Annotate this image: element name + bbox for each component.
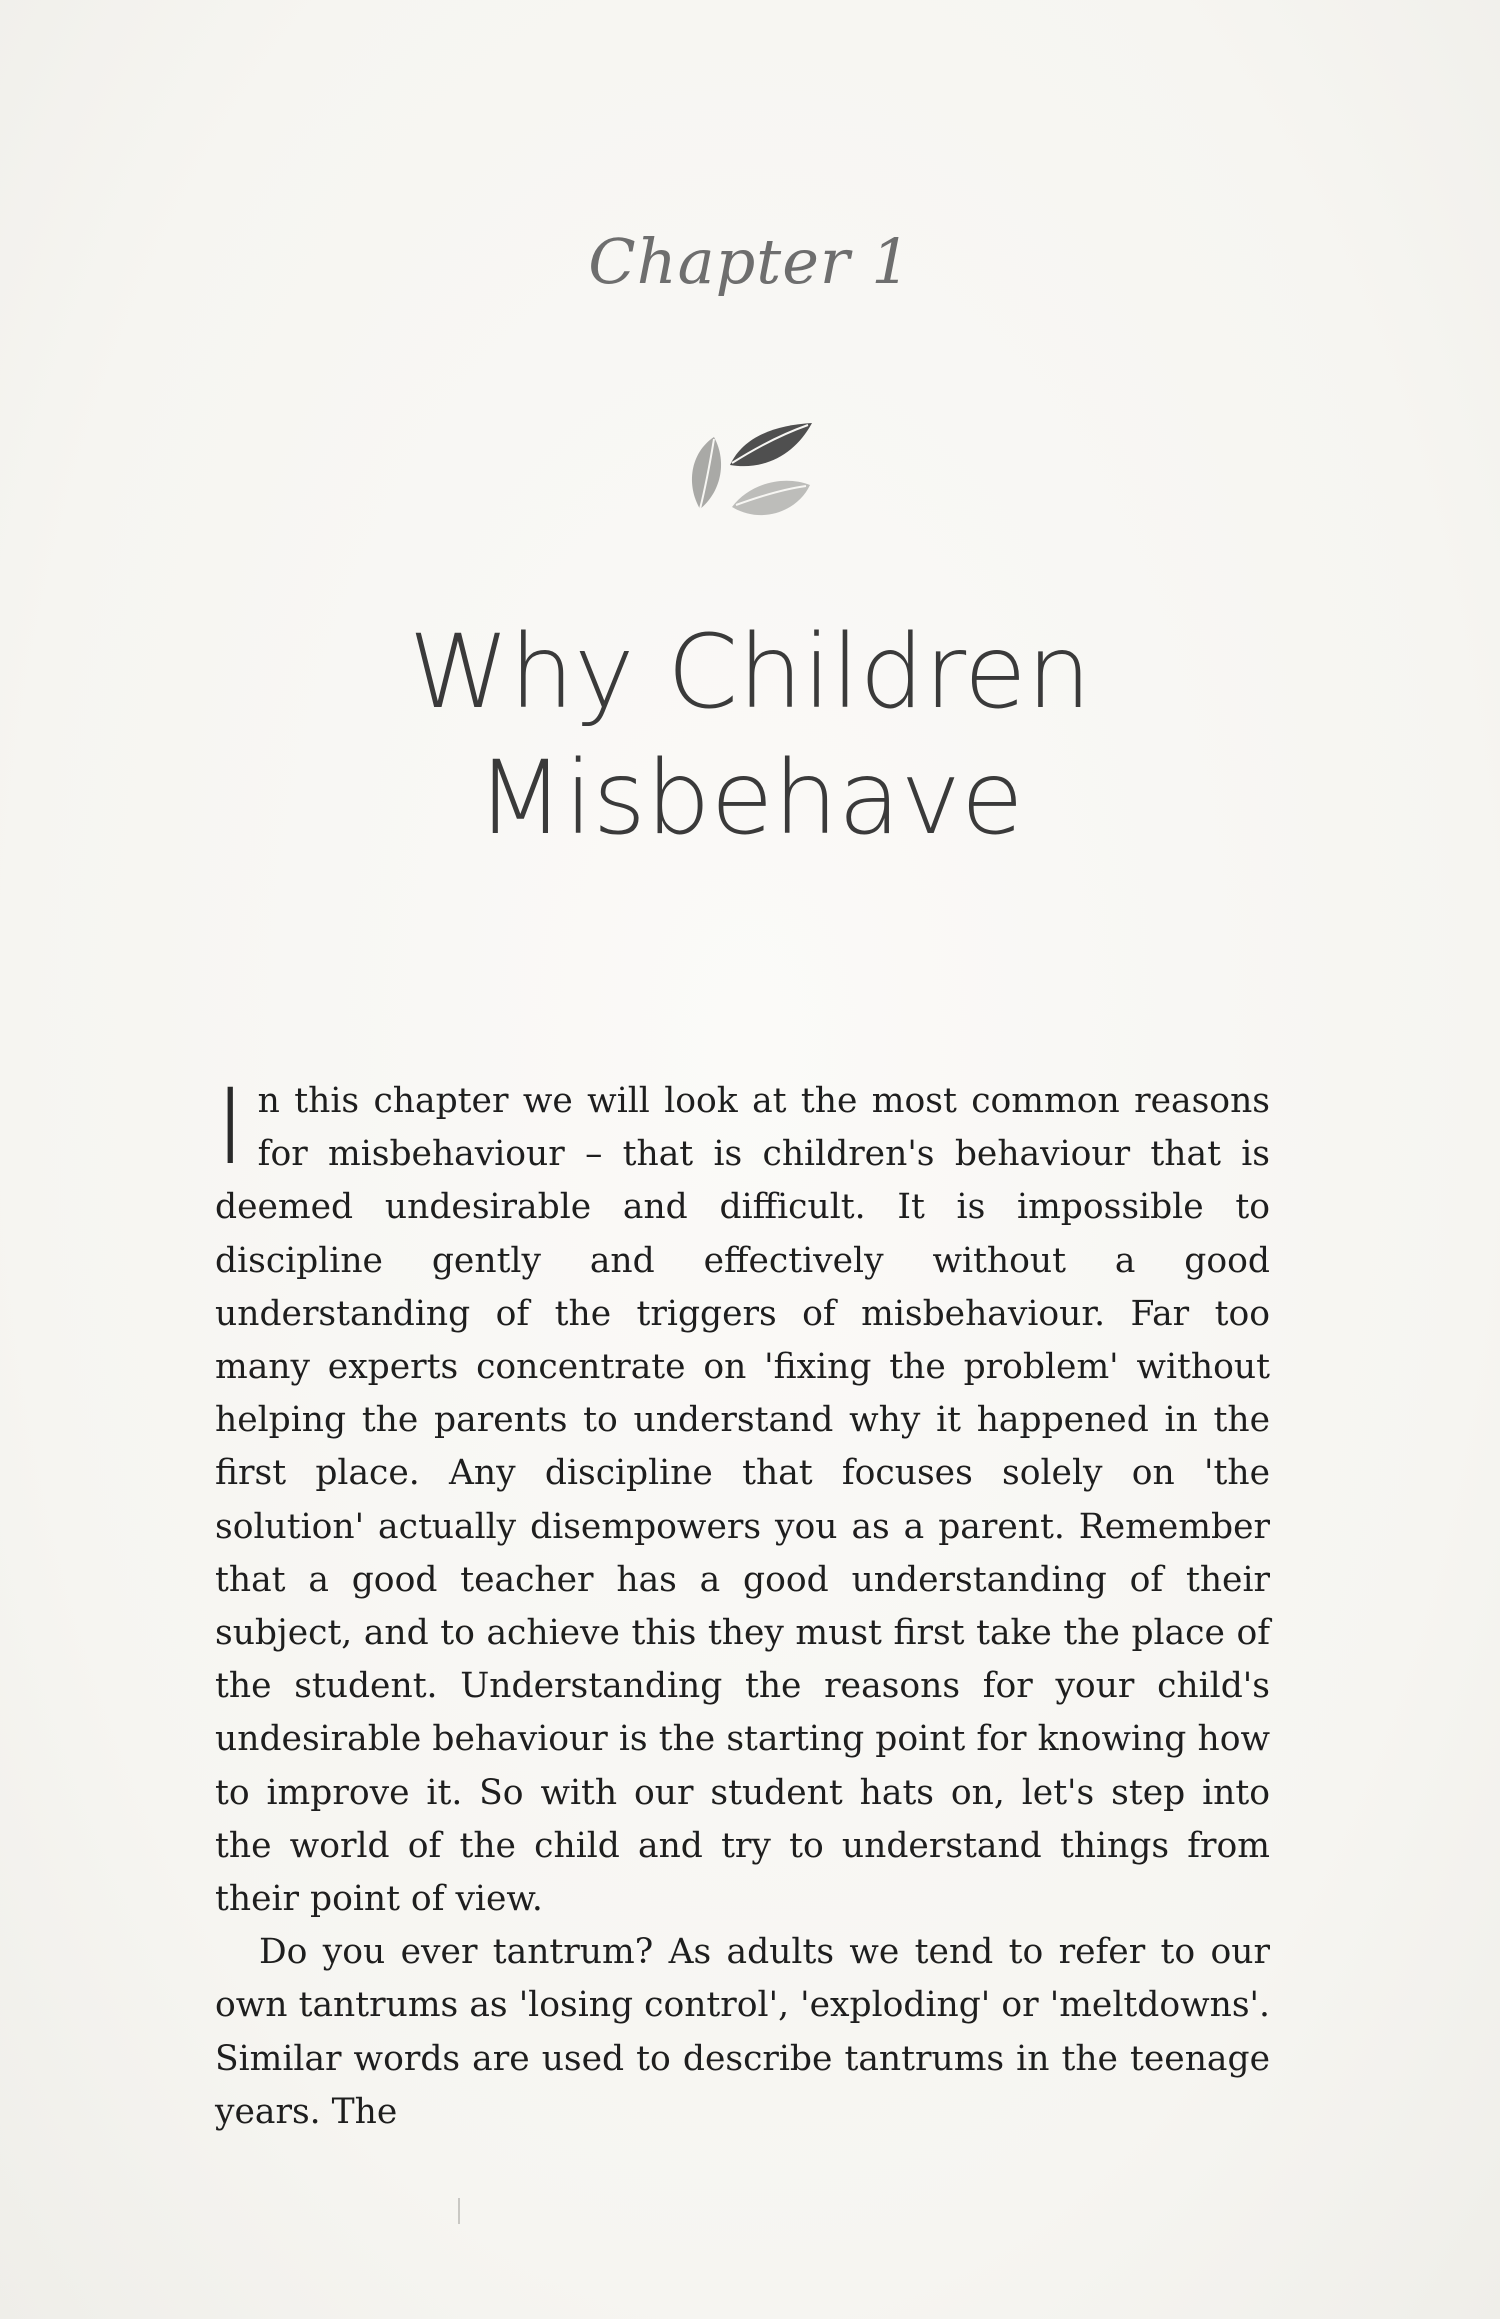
paragraph-1	[215, 1066, 1270, 1926]
scan-artifact-mark	[458, 2198, 460, 2224]
chapter-title	[0, 610, 1500, 862]
chapter-label: Chapter 1	[588, 225, 912, 298]
chapter-body	[215, 1066, 1270, 2139]
drop-cap: I	[215, 1066, 246, 1188]
chapter-title-line2: Misbehave	[476, 739, 1024, 858]
paragraph-2: Do you ever tantrum? As adults we tend to refer to our own tantrums as 'losing control', 'exploding' or 'meltdowns'. Similar words are used to describe tantrums in the teenage years. The	[215, 1932, 1270, 2132]
paragraph-1-text: n this chapter we will look at the most common reasons for misbehaviour – that is children's behaviour that is deemed undesirable and difficult. It is impossible to discipline gently and effectively without a good understanding of the triggers of misbehaviour. Far too many experts concentrate on 'fixing the problem' without helping the parents to understand why it happened in the first place. Any discipline that focuses solely on 'the solution' actually disempowers you as a parent. Remember that a good teacher has a good understanding of their subject, and to achieve this they must first take the place of the student. Understanding the reasons for your child's undesirable behaviour is the starting point for knowing how to improve it. So with our student hats on, let's step into the world of the child and try to understand things from their point of view.	[215, 1081, 1270, 1920]
chapter-title-line1: Why Children	[408, 613, 1092, 732]
leaf-ornament-icon	[662, 405, 822, 535]
